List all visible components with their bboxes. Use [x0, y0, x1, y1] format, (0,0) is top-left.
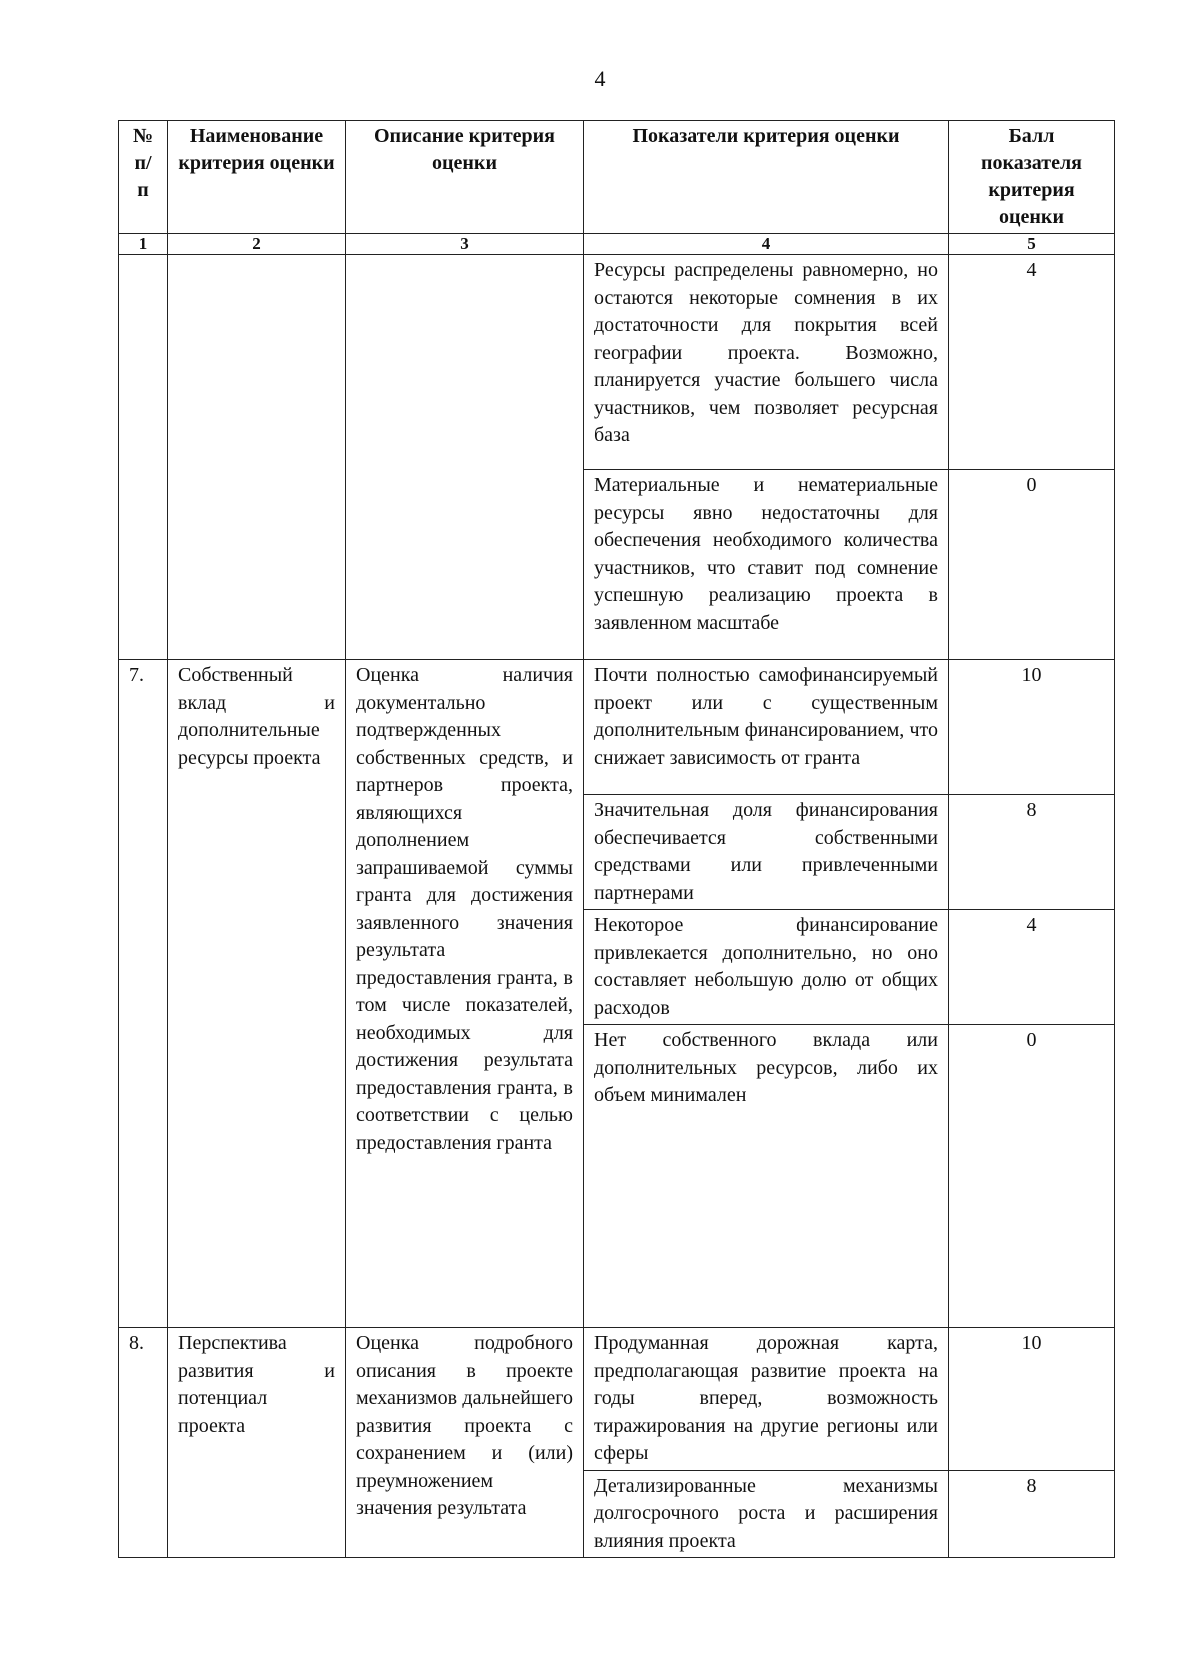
indicator-cell: Материальные и нематериальные ресурсы явно недостаточны для обеспечения необходимого количества участников, что ставит под сомнение успешную реализацию проекта в заявленном масштабе	[584, 470, 949, 660]
indicator-cell: Нет собственного вклада или дополнительных ресурсов, либо их объем минимален	[584, 1025, 949, 1328]
score-cell: 10	[949, 1328, 1115, 1471]
indicator-cell: Некоторое финансирование привлекается дополнительно, но оно составляет небольшую долю от общих расходов	[584, 910, 949, 1025]
column-number: 5	[949, 234, 1115, 255]
header-number: № п/п	[119, 121, 168, 234]
column-number: 4	[584, 234, 949, 255]
indicator-cell: Детализированные механизмы долгосрочного роста и расширения влияния проекта	[584, 1470, 949, 1558]
column-numbers-row	[119, 234, 1115, 255]
header-criterion-indicators: Показатели критерия оценки	[584, 121, 949, 234]
criterion-name: Перспектива развития и потенциал проекта	[168, 1328, 346, 1558]
empty-description-cell	[346, 255, 584, 660]
indicator-cell: Значительная доля финансирования обеспечивается собственными средствами или привлеченными партнерами	[584, 795, 949, 910]
indicator-cell: Ресурсы распределены равномерно, но остаются некоторые сомнения в их достаточности для покрытия всей географии проекта. Возможно, планируется участие большего числа участников, чем позволяет ресурсная база	[584, 255, 949, 470]
header-indicator-score: Балл показателя критерия оценки	[949, 121, 1115, 234]
header-row	[119, 121, 1115, 234]
column-number: 1	[119, 234, 168, 255]
criterion-description: Оценка наличия документально подтвержденных собственных средств, и партнеров проекта, являющихся дополнением запрашиваемой суммы гранта для достижения заявленного значения результата предоставления гранта, в том числе показателей, необходимых для достижения результата предоставления гранта, в соответствии с целью предоставления гранта	[346, 660, 584, 1328]
criterion-description: Оценка подробного описания в проекте механизмов дальнейшего развития проекта с сохранением и (или) преумножением значения результата	[346, 1328, 584, 1558]
score-cell: 8	[949, 1470, 1115, 1558]
page-number: 4	[594, 66, 606, 91]
score-cell: 4	[949, 255, 1115, 470]
column-number: 2	[168, 234, 346, 255]
indicator-cell: Продуманная дорожная карта, предполагающая развитие проекта на годы вперед, возможность тиражирования на другие регионы или сферы	[584, 1328, 949, 1471]
empty-name-cell	[168, 255, 346, 660]
criterion-number: 8.	[119, 1328, 168, 1558]
score-cell: 4	[949, 910, 1115, 1025]
empty-number-cell	[119, 255, 168, 660]
table-row	[119, 660, 1115, 795]
score-cell: 10	[949, 660, 1115, 795]
criterion-number: 7.	[119, 660, 168, 1328]
score-cell: 8	[949, 795, 1115, 910]
criteria-table	[118, 120, 1115, 1558]
score-cell: 0	[949, 1025, 1115, 1328]
table-row	[119, 1328, 1115, 1471]
column-number: 3	[346, 234, 584, 255]
table-row	[119, 255, 1115, 470]
indicator-cell: Почти полностью самофинансируемый проект или с существенным дополнительным финансированием, что снижает зависимость от гранта	[584, 660, 949, 795]
header-criterion-name: Наименование критерия оценки	[168, 121, 346, 234]
score-cell: 0	[949, 470, 1115, 660]
header-criterion-description: Описание критерия оценки	[346, 121, 584, 234]
criterion-name: Собственный вклад и дополнительные ресурсы проекта	[168, 660, 346, 1328]
